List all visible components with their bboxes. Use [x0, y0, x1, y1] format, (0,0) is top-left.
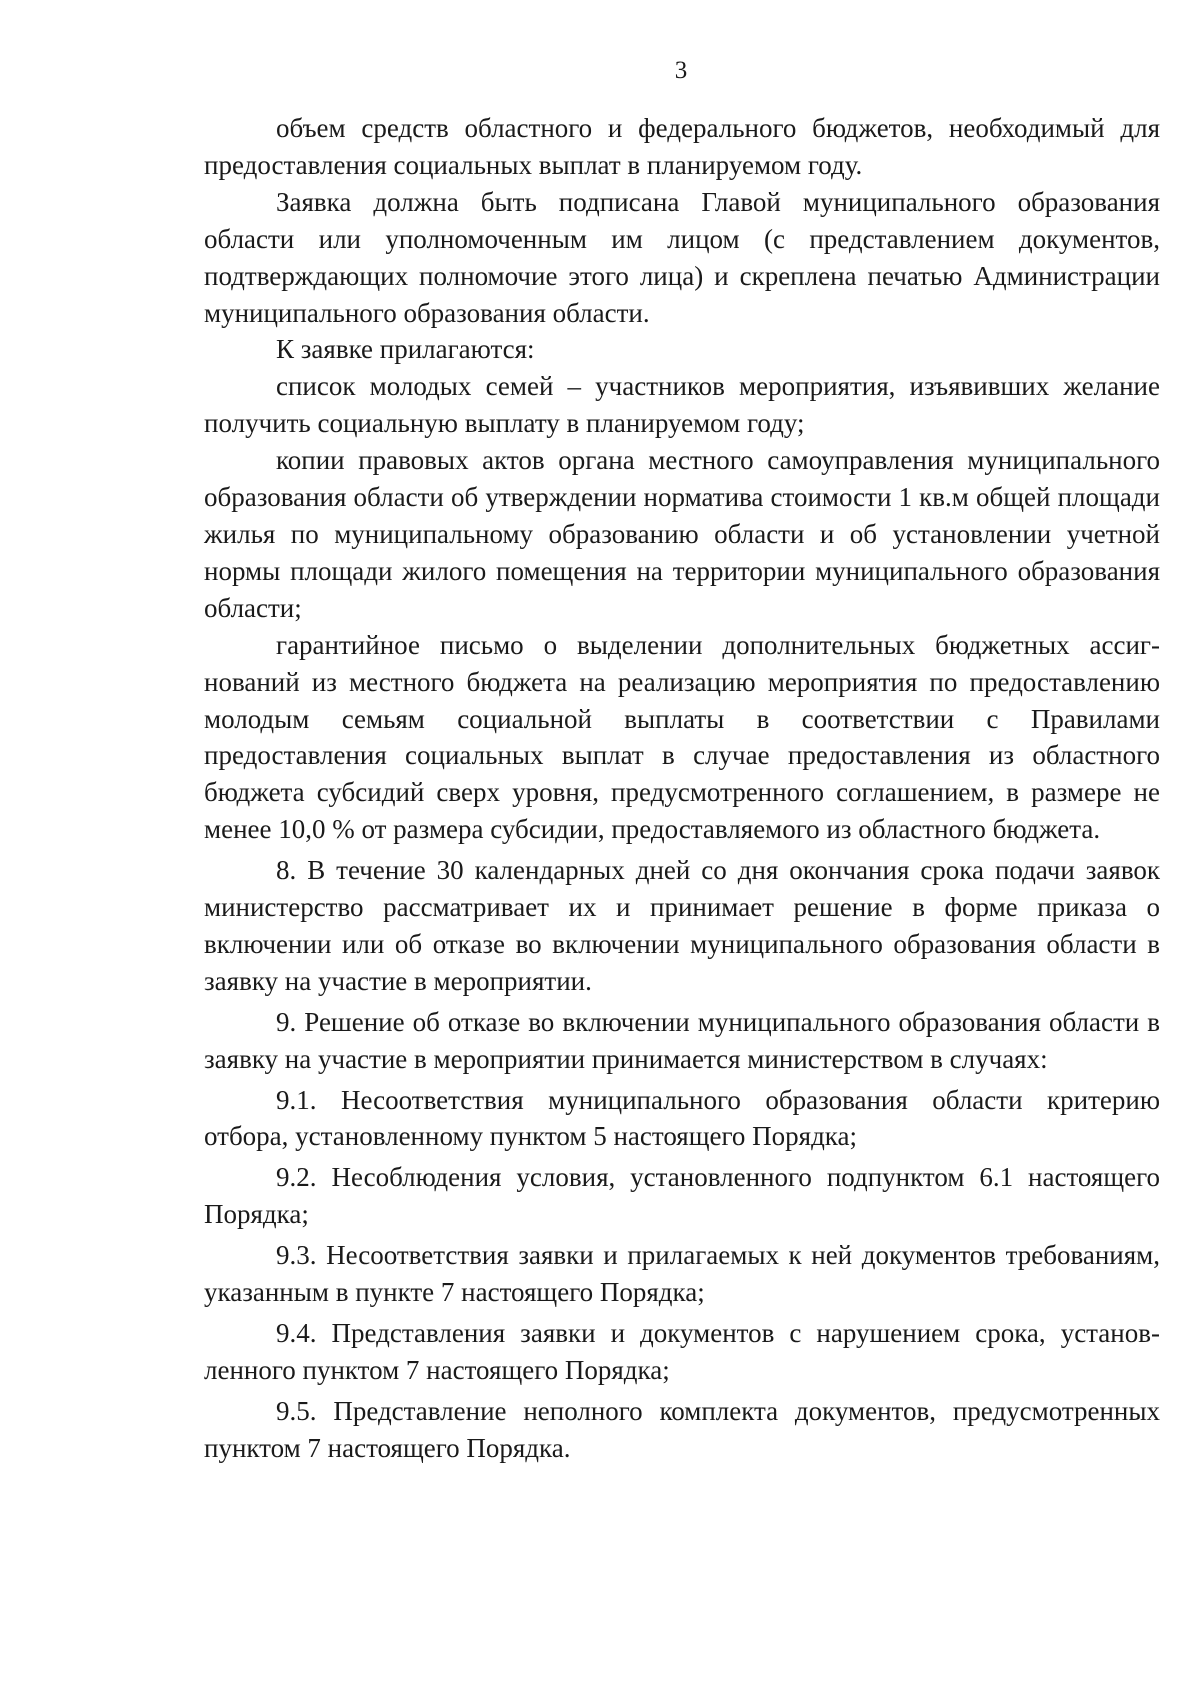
document-body [204, 110, 1160, 1467]
paragraph-attachments-heading: К заявке прилагаются: [276, 334, 535, 365]
paragraph-budget-volume: объем средств областного и федерального бюджетов, необходимый для предоставления социальных выплат в планируемом году. [204, 113, 1160, 180]
paragraph-young-families-list: список молодых семей – участников мероприятия, изъявивших желание получить социальную выплату в планируемом году; [204, 371, 1160, 439]
paragraph-item-9-3: 9.3. Несоответствия заявки и прилагаемых к ней документов требованиям, указанным в пункте 7 настоящего Порядка; [204, 1240, 1160, 1308]
paragraph-guarantee-letter: гарантийное письмо о выделении дополнительных бюджетных ассигнований из местного бюджета на реализацию мероприятия по предоставлению молодым семьям социальной выплаты в соответствии с Правилами предоставления социальных выплат в случае предоставления из областного бюджета субсидий сверх уровня, предусмотренного соглашением, в размере не менее 10,0 % от размера субсидии, предоставляемого из областного бюджета. [204, 629, 1160, 845]
paragraph-legal-acts-copies: копии правовых актов органа местного самоуправления муниципального образования области об утверждении норматива стоимости 1 кв.м общей площади жилья по муниципальному образованию области и об установлении учетной нормы площади жилого помещения на территории муниципального образования области; [204, 445, 1160, 623]
paragraph-application-signature: Заявка должна быть подписана Главой муниципального образования области или уполномоченным им лицом (с представлением документов, подтверждающих полномочие этого лица) и скреплена печатью Администрации муниципального образования области. [204, 186, 1160, 328]
paragraph-item-8: 8. В течение 30 календарных дней со дня окончания срока подачи заявок министерство рассматривает их и принимает решение в форме приказа о включении или об отказе во включении муниципального образования области в заявку на участие в мероприятии. [204, 855, 1160, 996]
paragraph-item-9-2: 9.2. Несоблюдения условия, установленного подпунктом 6.1 настоящего Порядка; [204, 1162, 1160, 1230]
paragraph-item-9-5: 9.5. Представление неполного комплекта документов, предусмотренных пунктом 7 настоящего Порядка. [204, 1395, 1160, 1463]
paragraph-item-9-4: 9.4. Представления заявки и документов с нарушением срока, установленного пунктом 7 настоящего Порядка; [204, 1318, 1160, 1385]
paragraph-item-9-1: 9.1. Несоответствия муниципального образования области критерию отбора, установленному пунктом 5 настоящего Порядка; [204, 1084, 1160, 1152]
page-number: 3 [674, 57, 688, 84]
paragraph-item-9: 9. Решение об отказе во включении муниципального образования области в заявку на участие в мероприятии принимается министерством в случаях: [204, 1006, 1160, 1074]
